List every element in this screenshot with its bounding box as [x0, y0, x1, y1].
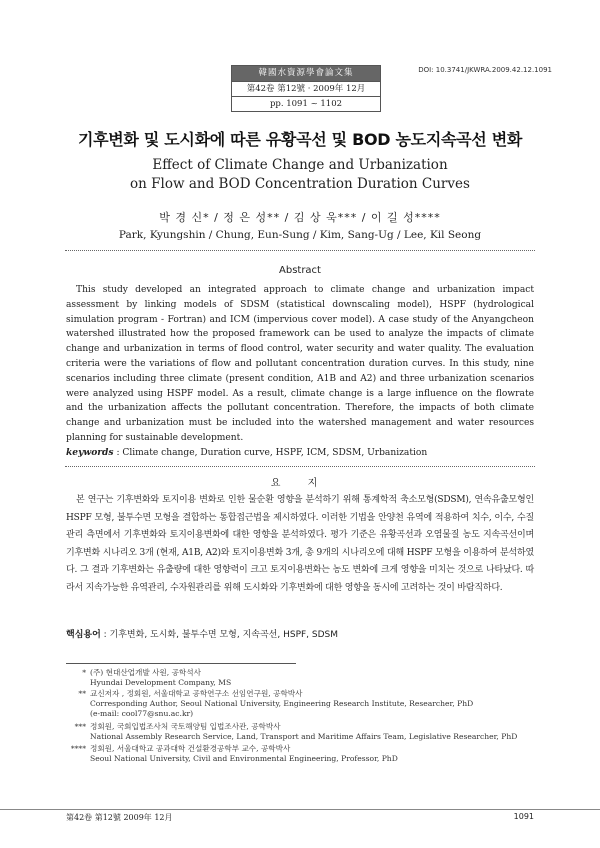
footnote-line: Seoul National University, Civil and Environmental Engineering, Professor, PhD	[90, 754, 398, 763]
journal-volume-issue: 第42卷 第12號 · 2009年 12月	[232, 81, 380, 96]
summary-text: 본 연구는 기후변화와 토지이용 변화로 인한 물순환 영향을 분석하기 위해 통계학적 축소모형(SDSM), 연속유출모형인 HSPF 모형, 불투수면 모형을 결합하는 통합접근법을 제시하였다. 이러한 기법을 안양천 유역에 적용하여 치수, 이수, 수질관리 측면에서 기후변화와 토지이용변화에 대한 영향을 분석하였다. 평가 기준은 유황곡선과 오염물질 농도 지속곡선이며 기후변화 시나리오 3개 (현재, A1B, A2)와 토지이용변화 3개, 총 9개의 시나리오에 대해 HSPF 모형을 이용하여 분석하였다. 그 결과 기후변화는 유출량에 대한 영향력이 크고 토지이용변화는 농도 변화에 크게 영향을 미치는 것으로 나타났다. 따라서 지속가능한 유역관리, 수자원관리를 위해 도시화와 기후변화에 대한 영향을 동시에 고려하는 것이 바람직하다.	[66, 495, 534, 593]
footnote-mark: **	[78, 689, 86, 698]
footnote-mark: ****	[70, 744, 86, 753]
abstract-heading: Abstract	[279, 265, 321, 276]
footnote-line: National Assembly Research Service, Land, Transport and Maritime Affairs Team, Legislative Researcher, PhD	[90, 732, 518, 741]
keywords	[66, 447, 536, 458]
keywords-label: keywords	[66, 447, 114, 458]
footnote-line: (주) 현대산업개발 사원, 공학석사	[90, 668, 201, 677]
journal-info-box	[231, 65, 381, 112]
footnote-1	[66, 668, 231, 688]
footnote-rule	[66, 663, 296, 664]
authors-english: Park, Kyungshin / Chung, Eun-Sung / Kim, Sang-Ug / Lee, Kil Seong	[118, 229, 482, 241]
dotted-divider	[65, 466, 535, 467]
footer-journal-issue: 第42卷 第12號 2009年 12月	[66, 813, 173, 822]
authors-korean: 박 경 신* / 정 은 성** / 김 상 욱*** / 이 길 성****	[159, 211, 441, 224]
title-english-line-2: on Flow and BOD Concentration Duration Curves	[130, 176, 470, 192]
footnote-line: 교신저자 , 정회원, 서울대학교 공학연구소 선임연구원, 공학박사	[90, 689, 303, 698]
footnote-line: (e-mail: cool77@snu.ac.kr)	[90, 709, 194, 718]
title-english	[0, 156, 600, 194]
footnote-3	[66, 722, 517, 742]
page-number: 1091	[513, 812, 534, 821]
summary-heading: 요 지	[270, 478, 330, 489]
footer-rule	[0, 809, 600, 810]
journal-pages: pp. 1091 ~ 1102	[232, 96, 380, 111]
footnote-line: Corresponding Author, Seoul National University, Engineering Research Institute, Researcher, PhD	[90, 699, 474, 708]
dotted-divider	[65, 250, 535, 251]
keywords-korean-label: 핵심용어	[66, 630, 101, 640]
keywords-korean-text: : 기후변화, 도시화, 불투수면 모형, 지속곡선, HSPF, SDSM	[103, 630, 339, 640]
footnote-line: 정회원, 국회입법조사처 국토해양팀 입법조사관, 공학박사	[90, 722, 281, 731]
keywords-text: : Climate change, Duration curve, HSPF, ICM, SDSM, Urbanization	[116, 448, 428, 458]
footnote-2	[66, 689, 473, 719]
doi: DOI: 10.3741/JKWRA.2009.42.12.1091	[418, 66, 552, 74]
footnote-mark: *	[82, 668, 86, 677]
footnote-4	[66, 744, 398, 764]
keywords-korean	[66, 627, 338, 640]
abstract-text: This study developed an integrated approach to climate change and urbanization impact assessment by linking models of SDSM (statistical downscaling model), HSPF (hydrological simulation program - Fortran) and ICM (impervious cover model). A case study of the Anyangcheon watershed illustrated how the proposed framework can be used to analyze the impacts of climate change and urbanization in terms of flood control, water security and water quality. The evaluation criteria were the variations of flow and pollutant concentration duration curves. In this study, nine scenarios including three climate (present condition, A1B and A2) and three urbanization scenarios were analyzed using HSPF model. As a result, climate change is a large influence on the flowrate and the urbanization affects the pollutant concentration. Therefore, the impacts of both climate change and urbanization must be included into the watershed management and water resources planning for sustainable development.	[66, 285, 534, 443]
footnote-line: Hyundai Development Company, MS	[90, 678, 232, 687]
journal-name: 韓國水資源學會論文集	[232, 66, 380, 81]
footnote-line: 정회원, 서울대학교 공과대학 건설환경공학부 교수, 공학박사	[90, 744, 291, 753]
footnote-mark: ***	[74, 722, 86, 731]
title-korean: 기후변화 및 도시화에 따른 유황곡선 및 BOD 농도지속곡선 변화	[77, 130, 523, 149]
title-english-line-1: Effect of Climate Change and Urbanization	[152, 157, 448, 173]
